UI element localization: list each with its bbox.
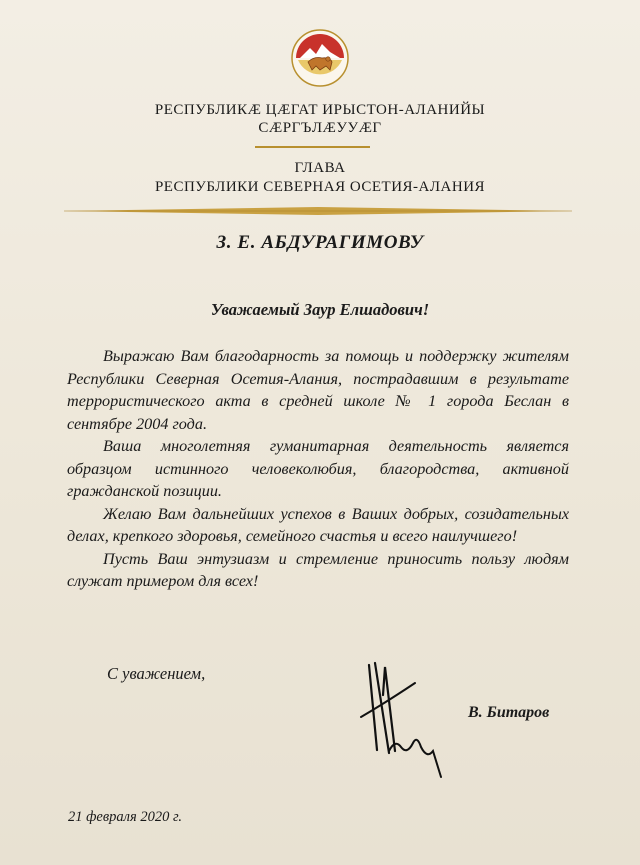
letter-body	[67, 345, 569, 593]
header-title-head: ГЛАВА	[294, 160, 346, 176]
paragraph-humanitarian: Ваша многолетняя гуманитарная деятельность является образцом истинного человеколюбия, благородства, активной гражданской позиции.	[67, 437, 569, 500]
header-russian-republic: РЕСПУБЛИКИ СЕВЕРНАЯ ОСЕТИЯ-АЛАНИЯ	[154, 179, 486, 195]
header-ossetian-republic: РЕСПУБЛИКÆ ЦÆГАТ ИРЫСТОН-АЛАНИЙЫ	[154, 102, 486, 118]
addressee: З. Е. АБДУРАГИМОВУ	[216, 232, 424, 253]
paragraph-wishes: Желаю Вам дальнейших успехов в Ваших добрых, созидательных делах, крепкого здоровья, семейного счастья и всего наилучшего!	[67, 504, 569, 545]
header-ossetian-title: СÆРГЪЛÆУУÆГ	[258, 120, 382, 136]
signatory-name: В. Битаров	[468, 704, 550, 721]
header-divider-short	[255, 146, 370, 148]
header-divider-long	[64, 206, 572, 216]
coat-of-arms-icon	[290, 28, 350, 88]
letter-date: 21 февраля 2020 г.	[68, 809, 183, 825]
salutation: Уважаемый Заур Елшадович!	[210, 300, 430, 319]
paragraph-enthusiasm: Пусть Ваш энтузиазм и стремление приносить пользу людям служат примером для всех!	[67, 549, 569, 590]
closing: С уважением,	[107, 664, 206, 683]
handwritten-signature	[355, 655, 455, 785]
paragraph-gratitude: Выражаю Вам благодарность за помощь и поддержку жителям Республики Северная Осетия-Алания, пострадавшим в результате террористического акта в средней школе № 1 города Беслан в сентябре 2004 года.	[67, 347, 569, 433]
